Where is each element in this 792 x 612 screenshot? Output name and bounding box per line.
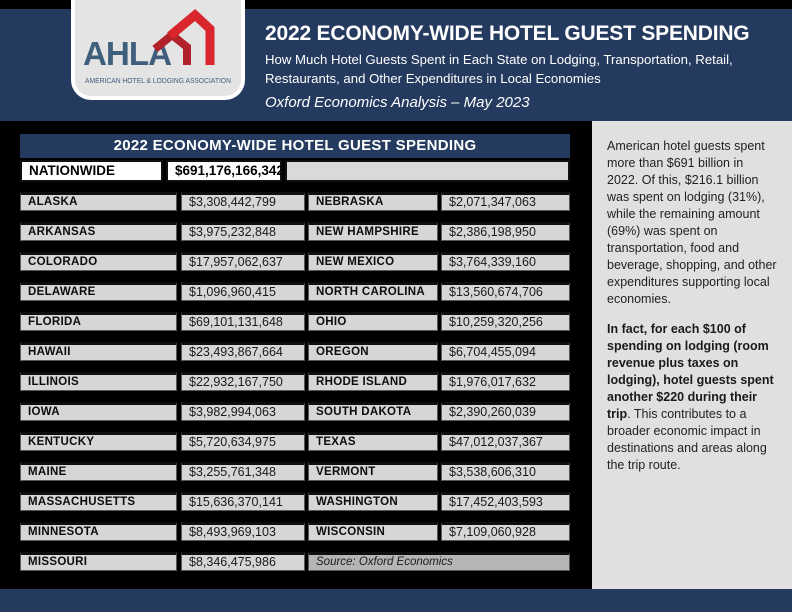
state-value-cell: $22,932,167,750 xyxy=(181,372,305,391)
state-value-cell: $7,109,060,928 xyxy=(441,522,570,541)
table-row xyxy=(308,462,570,481)
table-row xyxy=(308,252,570,271)
table-row xyxy=(308,342,570,361)
table-row xyxy=(20,252,305,271)
state-value-cell: $1,096,960,415 xyxy=(181,282,305,301)
table-row xyxy=(20,312,305,331)
table-row xyxy=(20,522,305,541)
state-name-cell: IOWA xyxy=(20,402,177,421)
state-name-cell: NEBRASKA xyxy=(308,192,438,211)
state-name-cell: NEW MEXICO xyxy=(308,252,438,271)
state-value-cell: $3,982,994,063 xyxy=(181,402,305,421)
table-row xyxy=(20,462,305,481)
table-row xyxy=(20,342,305,361)
state-name-cell: MINNESOTA xyxy=(20,522,177,541)
table-row xyxy=(308,282,570,301)
state-name-cell: ARKANSAS xyxy=(20,222,177,241)
table-row xyxy=(308,522,570,541)
state-name-cell: MASSACHUSETTS xyxy=(20,492,177,511)
table-row xyxy=(308,372,570,391)
state-value-cell: $47,012,037,367 xyxy=(441,432,570,451)
state-name-cell: ILLINOIS xyxy=(20,372,177,391)
nationwide-value: $691,176,166,342 xyxy=(166,160,282,182)
state-name-cell: MISSOURI xyxy=(20,552,177,571)
state-value-cell: $8,346,475,986 xyxy=(181,552,305,571)
state-name-cell: FLORIDA xyxy=(20,312,177,331)
state-name-cell: WISCONSIN xyxy=(308,522,438,541)
nationwide-filler xyxy=(285,160,570,182)
table-title: 2022 ECONOMY-WIDE HOTEL GUEST SPENDING xyxy=(20,134,570,158)
ahla-logo-text: AHLA xyxy=(83,35,172,72)
ahla-logo-graphic xyxy=(83,5,233,91)
table-row xyxy=(308,492,570,511)
state-value-cell: $5,720,634,975 xyxy=(181,432,305,451)
state-name-cell: NEW HAMPSHIRE xyxy=(308,222,438,241)
state-name-cell: OREGON xyxy=(308,342,438,361)
state-name-cell: RHODE ISLAND xyxy=(308,372,438,391)
sidebar-paragraph-1: American hotel guests spent more than $691 billion in 2022. Of this, $216.1 billion was spent on lodging (31%), while the remaining amount (69%) was spent on transportation, food and beverage, shopping, and other expenditures supporting local economies. xyxy=(607,139,777,306)
state-name-cell: HAWAII xyxy=(20,342,177,361)
analysis-note: Oxford Economics Analysis – May 2023 xyxy=(265,94,530,111)
state-name-cell: MAINE xyxy=(20,462,177,481)
state-value-cell: $3,538,606,310 xyxy=(441,462,570,481)
state-value-cell: $10,259,320,256 xyxy=(441,312,570,331)
table-row xyxy=(20,192,305,211)
table-row xyxy=(20,372,305,391)
state-value-cell: $2,386,198,950 xyxy=(441,222,570,241)
spending-table xyxy=(20,134,570,589)
page-title: 2022 ECONOMY-WIDE HOTEL GUEST SPENDING xyxy=(265,22,750,45)
source-note: Source: Oxford Economics xyxy=(308,552,570,571)
state-value-cell: $3,975,232,848 xyxy=(181,222,305,241)
state-name-cell: TEXAS xyxy=(308,432,438,451)
state-value-cell: $23,493,867,664 xyxy=(181,342,305,361)
state-name-cell: DELAWARE xyxy=(20,282,177,301)
table-row xyxy=(20,222,305,241)
table-row xyxy=(308,222,570,241)
page-subtitle: How Much Hotel Guests Spent in Each State on Lodging, Transportation, Retail, Restaurants, and Other Expenditures in Local Economies xyxy=(265,52,733,86)
state-value-cell: $3,764,339,160 xyxy=(441,252,570,271)
state-name-cell: COLORADO xyxy=(20,252,177,271)
state-value-cell: $69,101,131,648 xyxy=(181,312,305,331)
state-value-cell: $3,255,761,348 xyxy=(181,462,305,481)
ahla-logo xyxy=(71,0,245,100)
state-value-cell: $17,957,062,637 xyxy=(181,252,305,271)
state-name-cell: ALASKA xyxy=(20,192,177,211)
state-name-cell: OHIO xyxy=(308,312,438,331)
state-value-cell: $17,452,403,593 xyxy=(441,492,570,511)
state-value-cell: $2,071,347,063 xyxy=(441,192,570,211)
table-row xyxy=(308,402,570,421)
state-name-cell: WASHINGTON xyxy=(308,492,438,511)
table-row xyxy=(20,432,305,451)
sidebar-commentary xyxy=(592,121,792,589)
sidebar-paragraph-2-bold: In fact, for each $100 of spending on lodging (room revenue plus taxes on lodging), hotel guests spent another $220 during their trip xyxy=(607,322,774,421)
table-row xyxy=(20,552,305,571)
state-value-cell: $8,493,969,103 xyxy=(181,522,305,541)
footer-bar xyxy=(0,589,792,612)
table-row xyxy=(308,192,570,211)
nationwide-row xyxy=(20,160,570,182)
state-name-cell: KENTUCKY xyxy=(20,432,177,451)
state-value-cell: $3,308,442,799 xyxy=(181,192,305,211)
sidebar-paragraph-2-rest: . This contributes to a broader economic impact in destinations and areas along the trip route. xyxy=(607,407,767,472)
state-column-right xyxy=(308,192,570,552)
state-value-cell: $15,636,370,141 xyxy=(181,492,305,511)
state-name-cell: NORTH CAROLINA xyxy=(308,282,438,301)
state-value-cell: $6,704,455,094 xyxy=(441,342,570,361)
state-value-cell: $2,390,260,039 xyxy=(441,402,570,421)
sidebar-paragraph-2 xyxy=(607,321,777,474)
state-value-cell: $13,560,674,706 xyxy=(441,282,570,301)
state-column-left xyxy=(20,192,305,582)
state-value-cell: $1,976,017,632 xyxy=(441,372,570,391)
table-row xyxy=(308,312,570,331)
table-row xyxy=(20,402,305,421)
table-row xyxy=(20,492,305,511)
table-row xyxy=(308,432,570,451)
state-name-cell: VERMONT xyxy=(308,462,438,481)
nationwide-label: NATIONWIDE xyxy=(20,160,163,182)
table-row xyxy=(20,282,305,301)
state-name-cell: SOUTH DAKOTA xyxy=(308,402,438,421)
ahla-logo-tagline: AMERICAN HOTEL & LODGING ASSOCIATION xyxy=(85,78,231,85)
